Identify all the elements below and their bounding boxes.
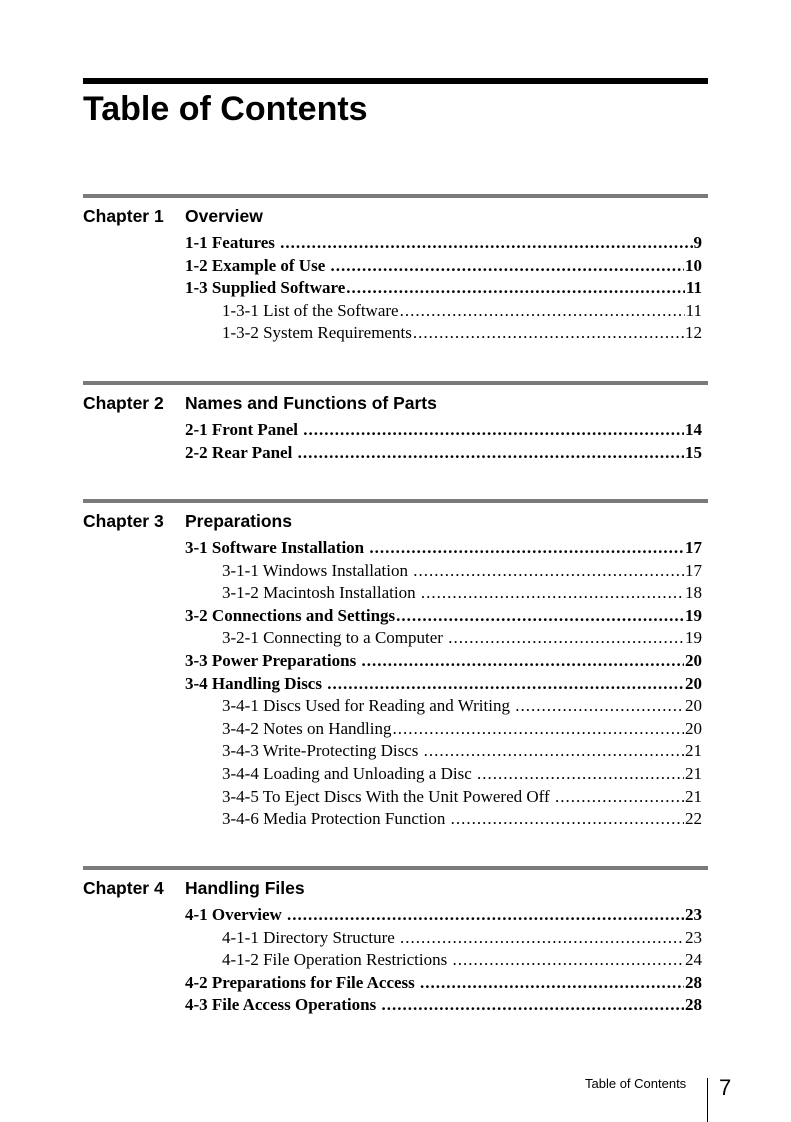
footer-divider <box>707 1078 708 1122</box>
chapter-name: Preparations <box>185 511 292 531</box>
toc-entry-title: 1-3-1 List of the Software <box>222 300 399 320</box>
toc-entry[interactable] <box>185 255 702 278</box>
toc-entry-page: 14 <box>685 420 702 439</box>
toc-entry[interactable] <box>222 740 702 763</box>
chapter-1-entries <box>83 232 708 345</box>
toc-entry[interactable] <box>185 232 702 255</box>
toc-entry[interactable] <box>185 673 702 696</box>
dot-leader <box>346 277 685 300</box>
toc-entry-title: 3-4-4 Loading and Unloading a Disc <box>222 763 476 783</box>
dot-leader <box>555 786 684 809</box>
page-title: Table of Contents <box>83 90 368 128</box>
dot-leader <box>515 695 684 718</box>
toc-entry[interactable] <box>222 763 702 786</box>
toc-entry-page: 19 <box>685 628 702 648</box>
dot-leader <box>452 949 684 972</box>
toc-entry[interactable] <box>222 949 702 972</box>
toc-entry-page: 9 <box>693 233 702 252</box>
toc-entry-page: 28 <box>685 995 702 1015</box>
toc-entry-page: 21 <box>685 741 702 761</box>
toc-entry-page: 20 <box>685 718 702 738</box>
toc-entry-page: 22 <box>685 809 702 829</box>
toc-entry-title: 4-1 Overview <box>185 905 287 924</box>
dot-leader <box>298 442 684 465</box>
toc-entry[interactable] <box>222 786 702 809</box>
toc-entry-title: 3-4-6 Media Protection Function <box>222 809 450 829</box>
toc-entry-page: 24 <box>685 950 702 970</box>
dot-leader <box>421 582 684 605</box>
footer-label: Table of Contents <box>585 1076 687 1091</box>
chapter-label: Chapter 1 <box>83 206 164 226</box>
chapter-4-section <box>83 866 708 1017</box>
toc-entry[interactable] <box>222 627 702 650</box>
toc-entry-title: 3-1-2 Macintosh Installation <box>222 583 420 603</box>
toc-entry-page: 23 <box>685 905 702 924</box>
toc-entry[interactable] <box>222 718 702 741</box>
toc-entry-title: 2-2 Rear Panel <box>185 442 297 462</box>
dot-leader <box>280 232 692 255</box>
chapter-label: Chapter 3 <box>83 511 164 531</box>
toc-entry-page: 23 <box>685 927 702 947</box>
chapter-label: Chapter 2 <box>83 393 164 413</box>
toc-entry-page: 19 <box>685 605 702 625</box>
toc-entry[interactable] <box>185 605 702 628</box>
dot-leader <box>448 627 684 650</box>
dot-leader <box>396 605 684 628</box>
toc-entry[interactable] <box>222 560 702 583</box>
toc-entry-title: 4-1-1 Directory Structure <box>222 927 400 947</box>
chapter-name: Handling Files <box>185 878 305 898</box>
toc-entry[interactable] <box>222 322 702 345</box>
toc-entry[interactable] <box>185 972 702 995</box>
toc-entry-title: 1-3 Supplied Software <box>185 278 346 298</box>
toc-entry[interactable] <box>222 582 702 605</box>
toc-entry-title: 3-1-1 Windows Installation <box>222 560 413 580</box>
toc-entry-page: 28 <box>685 972 702 992</box>
toc-entry-title: 3-4 Handling Discs <box>185 673 327 693</box>
toc-entry[interactable] <box>222 927 702 950</box>
toc-entry[interactable] <box>185 994 702 1017</box>
toc-entry-page: 11 <box>685 300 702 320</box>
toc-entry[interactable] <box>185 537 702 560</box>
page-number: 7 <box>719 1075 732 1100</box>
chapter-2-section <box>83 381 708 464</box>
toc-entry-title: 2-1 Front Panel <box>185 420 303 439</box>
dot-leader <box>327 673 684 696</box>
toc-entry[interactable] <box>185 419 702 442</box>
chapter-4-entries <box>83 904 708 1017</box>
dot-leader <box>330 255 684 278</box>
dot-leader <box>413 322 684 345</box>
dot-leader <box>424 740 684 763</box>
chapter-heading <box>83 198 708 232</box>
toc-entry-page: 12 <box>685 323 702 343</box>
toc-entry-page: 17 <box>685 538 702 557</box>
toc-entry[interactable] <box>222 300 702 323</box>
toc-entry-title: 4-2 Preparations for File Access <box>185 972 420 992</box>
title-rule <box>83 78 708 84</box>
toc-entry-page: 20 <box>685 696 702 716</box>
dot-leader <box>361 650 684 673</box>
chapter-heading <box>83 503 708 537</box>
toc-entry[interactable] <box>185 904 702 927</box>
chapter-1-section <box>83 194 708 345</box>
dot-leader <box>400 300 685 323</box>
toc-entry-title: 1-1 Features <box>185 233 280 252</box>
toc-entry-title: 3-4-1 Discs Used for Reading and Writing <box>222 696 515 716</box>
toc-entry-page: 18 <box>685 583 702 603</box>
chapter-3-section <box>83 499 708 831</box>
toc-entry-title: 1-3-2 System Requirements <box>222 323 412 343</box>
toc-entry[interactable] <box>185 277 702 300</box>
chapter-heading <box>83 385 708 419</box>
chapter-2-entries <box>83 419 708 464</box>
toc-entry-page: 20 <box>685 650 702 670</box>
toc-entry-title: 3-4-3 Write-Protecting Discs <box>222 741 423 761</box>
toc-entry-page: 17 <box>685 560 702 580</box>
toc-entry-title: 3-4-5 To Eject Discs With the Unit Powered Off <box>222 786 554 806</box>
toc-entry-page: 15 <box>685 442 702 462</box>
toc-entry-page: 20 <box>685 673 702 693</box>
chapter-label: Chapter 4 <box>83 878 164 898</box>
dot-leader <box>287 904 684 927</box>
toc-entry-title: 3-4-2 Notes on Handling <box>222 718 392 738</box>
chapter-name: Overview <box>185 206 263 226</box>
toc-entry-page: 11 <box>685 278 702 298</box>
dot-leader <box>393 718 684 741</box>
chapter-heading <box>83 870 708 904</box>
dot-leader <box>420 972 684 995</box>
toc-entry-page: 21 <box>685 763 702 783</box>
toc-entry[interactable] <box>222 808 702 831</box>
toc-entry-title: 3-3 Power Preparations <box>185 650 361 670</box>
toc-entry-title: 4-3 File Access Operations <box>185 995 381 1015</box>
toc-entry-title: 3-2-1 Connecting to a Computer <box>222 628 448 648</box>
chapter-name: Names and Functions of Parts <box>185 393 437 413</box>
dot-leader <box>413 560 684 583</box>
toc-entry-title: 4-1-2 File Operation Restrictions <box>222 950 452 970</box>
dot-leader <box>369 537 684 560</box>
toc-entry-title: 3-2 Connections and Settings <box>185 605 396 625</box>
toc-entry-title: 3-1 Software Installation <box>185 538 369 557</box>
toc-entry-title: 1-2 Example of Use <box>185 255 330 275</box>
toc-entry-page: 10 <box>685 255 702 275</box>
toc-entry[interactable] <box>222 695 702 718</box>
toc-entry[interactable] <box>185 442 702 465</box>
dot-leader <box>381 994 684 1017</box>
dot-leader <box>477 763 684 786</box>
toc-entry[interactable] <box>185 650 702 673</box>
toc-entry-page: 21 <box>685 786 702 806</box>
dot-leader <box>451 808 684 831</box>
dot-leader <box>303 419 684 442</box>
chapter-3-entries <box>83 537 708 831</box>
dot-leader <box>400 927 684 950</box>
